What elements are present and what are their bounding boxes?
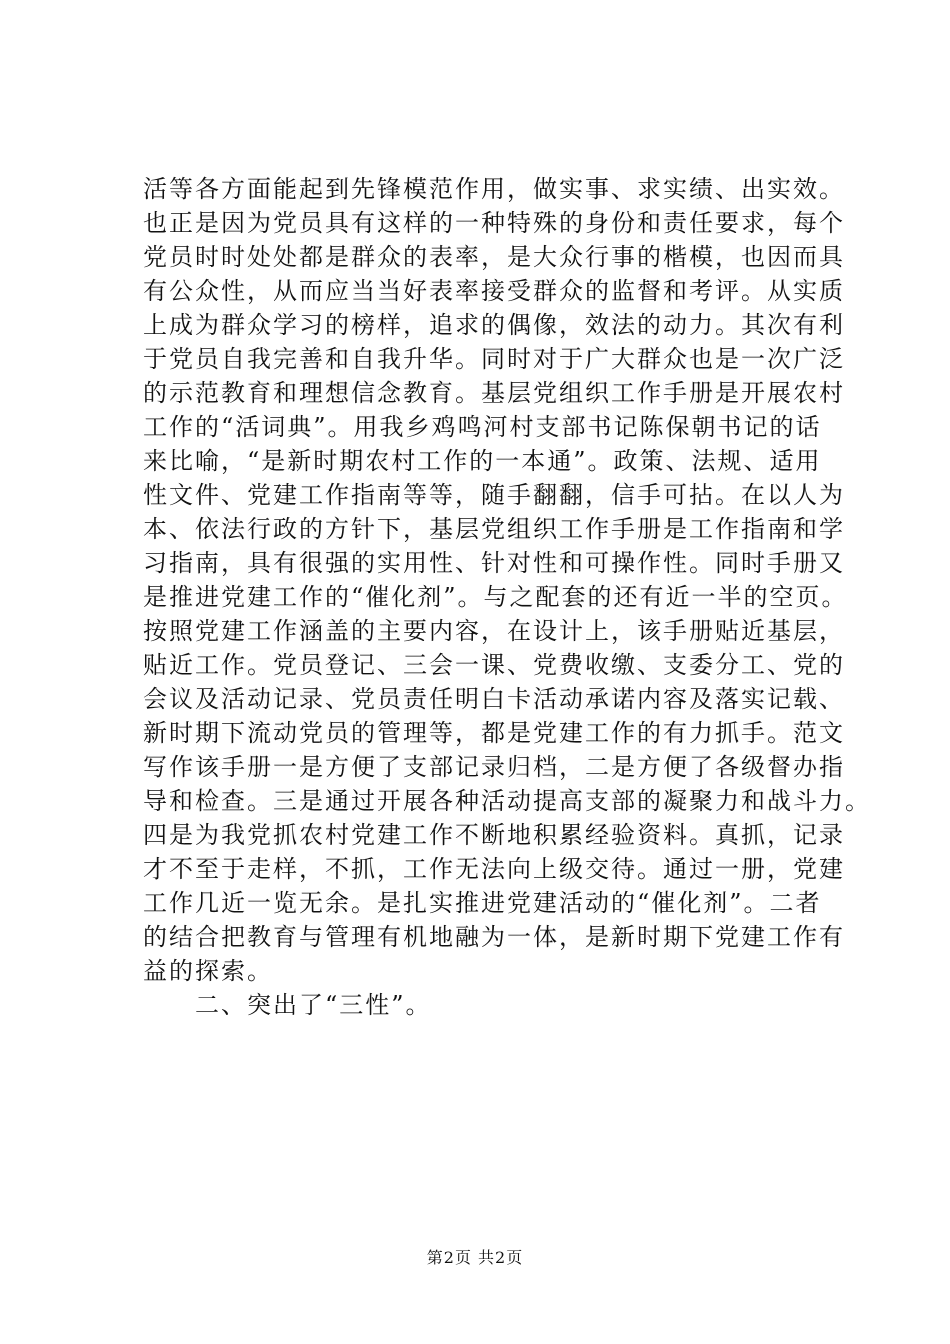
text-line: 写作该手册一是方便了支部记录归档，二是方便了各级督办指 xyxy=(143,753,845,781)
text-line: 本、依法行政的方针下，基层党组织工作手册是工作指南和学 xyxy=(143,515,845,543)
page-footer: 第2页 共2页 xyxy=(426,1248,524,1267)
text-line: 贴近工作。党员登记、三会一课、党费收缴、支委分工、党的 xyxy=(143,651,845,679)
text-line: 才不至于走样，不抓，工作无法向上级交待。通过一册，党建 xyxy=(143,855,845,883)
text-line: 的结合把教育与管理有机地融为一体，是新时期下党建工作有 xyxy=(143,923,845,951)
text-line: 来比喻，“是新时期农村工作的一本通”。政策、法规、适用 xyxy=(143,447,822,475)
text-line: 工作的“活词典”。用我乡鸡鸣河村支部书记陈保朝书记的话 xyxy=(143,413,822,441)
text-line: 新时期下流动党员的管理等，都是党建工作的有力抓手。范文 xyxy=(143,719,845,747)
body-text xyxy=(143,172,871,1022)
text-line: 按照党建工作涵盖的主要内容，在设计上，该手册贴近基层， xyxy=(143,617,845,645)
text-line: 的示范教育和理想信念教育。基层党组织工作手册是开展农村 xyxy=(143,379,845,407)
text-line: 会议及活动记录、党员责任明白卡活动承诺内容及落实记载、 xyxy=(143,685,845,713)
text-line: 导和检查。三是通过开展各种活动提高支部的凝聚力和战斗力。 xyxy=(143,787,871,815)
text-line: 也正是因为党员具有这样的一种特殊的身份和责任要求，每个 xyxy=(143,209,845,237)
text-line: 习指南，具有很强的实用性、针对性和可操作性。同时手册又 xyxy=(143,549,845,577)
text-line: 有公众性，从而应当当好表率接受群众的监督和考评。从实质 xyxy=(143,277,845,305)
text-line: 四是为我党抓农村党建工作不断地积累经验资料。真抓，记录 xyxy=(143,821,845,849)
section-heading: 二、突出了“三性”。 xyxy=(143,991,432,1019)
text-line: 益的探索。 xyxy=(143,957,273,985)
text-line: 工作几近一览无余。是扎实推进党建活动的“催化剂”。二者 xyxy=(143,889,822,917)
text-line: 于党员自我完善和自我升华。同时对于广大群众也是一次广泛 xyxy=(143,345,845,373)
text-line: 党员时时处处都是群众的表率，是大众行事的楷模，也因而具 xyxy=(143,243,845,271)
text-line: 性文件、党建工作指南等等，随手翻翻，信手可拈。在以人为 xyxy=(143,481,845,509)
text-line: 是推进党建工作的“催化剂”。与之配套的还有近一半的空页。 xyxy=(143,583,848,611)
text-line: 活等各方面能起到先锋模范作用，做实事、求实绩、出实效。 xyxy=(143,175,845,203)
text-line: 上成为群众学习的榜样，追求的偶像，效法的动力。其次有利 xyxy=(143,311,845,339)
